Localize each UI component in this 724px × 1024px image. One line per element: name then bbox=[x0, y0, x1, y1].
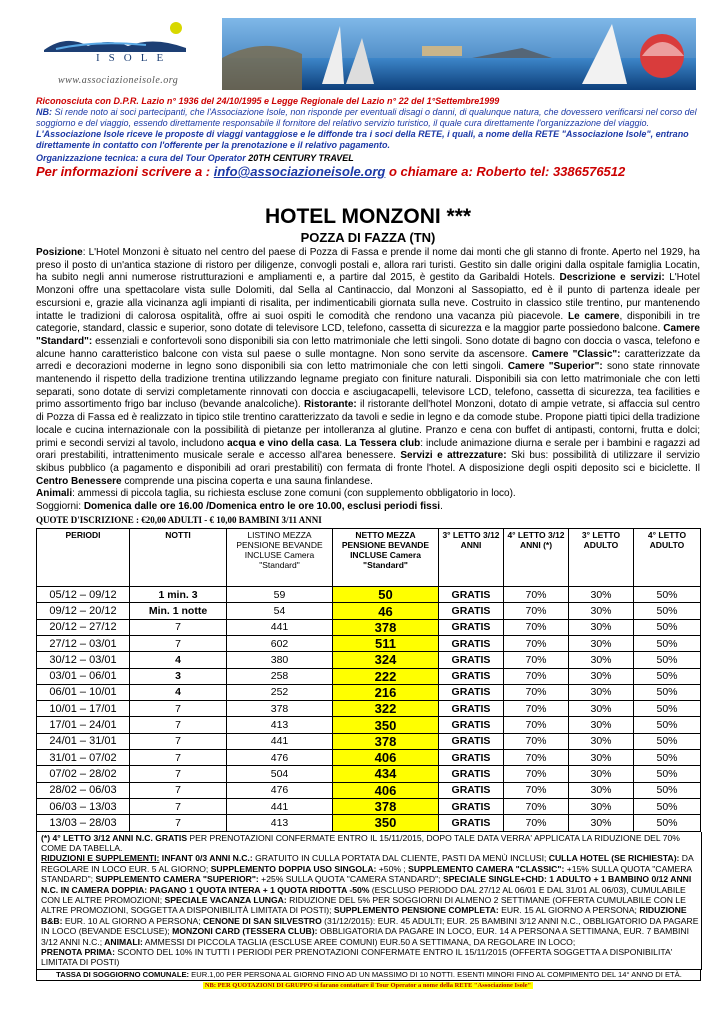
notti-cell: 3 bbox=[130, 668, 227, 684]
letto3-adulto-cell: 30% bbox=[569, 701, 634, 717]
supplemento-classic-label: SUPPLEMENTO CAMERA "CLASSIC": bbox=[405, 863, 565, 874]
table-row bbox=[37, 684, 701, 700]
tassa-soggiorno bbox=[36, 970, 701, 981]
pensione-completa-label: SUPPLEMENTO PENSIONE COMPLETA: bbox=[331, 905, 499, 916]
header-3-letto-adulto: 3° LETTO ADULTO bbox=[569, 529, 634, 587]
letto4-bambini-cell: 70% bbox=[504, 635, 569, 651]
contact-line bbox=[36, 164, 700, 179]
culla-text: DA REGOLARE IN LOCO EUR. 5 AL GIORNO; bbox=[41, 853, 694, 874]
tessera-text: : include animazione diurna e serale per i bambini e ragazzi ad orari prestabiliti, intrattenimento musicale serale e accesso all'area benessere. bbox=[36, 437, 700, 462]
banner-photo-strip bbox=[222, 18, 696, 90]
netto-cell: 50 bbox=[333, 587, 439, 603]
table-row bbox=[37, 603, 701, 619]
letto4-adulto-cell: 50% bbox=[634, 798, 701, 814]
page bbox=[36, 16, 700, 989]
listino-cell: 413 bbox=[227, 815, 333, 831]
attrezzature-text: Ski bus: possibilità di utilizzare il servizio skibus pubblico (a pagamento e disponibili ad orari prestabiliti) con fermata di fronte l'hotel. A disposizione degli ospiti deposito sci e biciclette. Il bbox=[36, 450, 700, 474]
infant-text: GRATUITO IN CULLA PORTATA DAL CLIENTE, PASTI DA MENÙ INCLUSI; bbox=[252, 853, 547, 864]
letto4-bambini-cell: 70% bbox=[504, 684, 569, 700]
pensione-completa-text: EUR. 15 AL GIORNO A PERSONA; bbox=[498, 905, 637, 916]
footnote-text: NB: PER QUOTAZIONI DI GRUPPO si farano contattare il Tour Operator a nome della RETE "Associazione Isole" bbox=[204, 981, 532, 989]
soggiorni-line bbox=[36, 501, 700, 513]
periodo-cell: 20/12 – 27/12 bbox=[37, 619, 130, 635]
letto4-adulto-cell: 50% bbox=[634, 587, 701, 603]
letto4-adulto-cell: 50% bbox=[634, 766, 701, 782]
classic-label: Camere "Classic": bbox=[531, 348, 621, 360]
letto3-bambini-cell: GRATIS bbox=[439, 798, 504, 814]
listino-cell: 380 bbox=[227, 652, 333, 668]
riduzioni-label: RIDUZIONI E SUPPLEMENTI: bbox=[41, 853, 160, 864]
letto3-adulto-cell: 30% bbox=[569, 717, 634, 733]
periodo-cell: 31/01 – 07/02 bbox=[37, 750, 130, 766]
tessera-label: La Tessera club bbox=[344, 437, 421, 449]
letto4-adulto-cell: 50% bbox=[634, 668, 701, 684]
letto4-bambini-cell: 70% bbox=[504, 717, 569, 733]
letto4-bambini-cell: 70% bbox=[504, 652, 569, 668]
disclaimer-nb-label: NB: bbox=[36, 107, 52, 117]
netto-cell: 216 bbox=[333, 684, 439, 700]
header-listino: LISTINO MEZZA PENSIONE BEVANDE INCLUSE Camera "Standard" bbox=[227, 529, 333, 587]
table-row bbox=[37, 652, 701, 668]
notti-cell: 4 bbox=[130, 684, 227, 700]
header-4-letto-adulto: 4° LETTO ADULTO bbox=[634, 529, 701, 587]
periodo-cell: 06/01 – 10/01 bbox=[37, 684, 130, 700]
notti-cell: 7 bbox=[130, 619, 227, 635]
monzoni-card-label: MONZONI CARD (TESSERA CLUB): bbox=[169, 926, 318, 937]
netto-cell: 406 bbox=[333, 750, 439, 766]
letto4-adulto-cell: 50% bbox=[634, 733, 701, 749]
note-riduzioni bbox=[41, 853, 699, 947]
periodo-cell: 10/01 – 17/01 bbox=[37, 701, 130, 717]
letto4-adulto-cell: 50% bbox=[634, 815, 701, 831]
netto-cell: 434 bbox=[333, 766, 439, 782]
periodo-cell: 13/03 – 28/03 bbox=[37, 815, 130, 831]
netto-cell: 324 bbox=[333, 652, 439, 668]
classic-text: caratterizzate da arredi e decorazioni moderne in legno sono disponibili sia con letto matrimoniale che con letti singoli. bbox=[36, 348, 701, 373]
letto3-adulto-cell: 30% bbox=[569, 766, 634, 782]
netto-cell: 46 bbox=[333, 603, 439, 619]
note-4-letto-text: PER PRENOTAZIONI CONFERMATE ENTRO IL 15/11/2015, DOPO TALE DATA VERRA' APPLICATA LA RIDUZIONE DEL 70% COME DA TABELLA. bbox=[41, 832, 680, 853]
organization-line bbox=[36, 153, 700, 163]
table-row bbox=[37, 587, 701, 603]
notti-cell: 7 bbox=[130, 766, 227, 782]
letto3-adulto-cell: 30% bbox=[569, 798, 634, 814]
animali-text: : ammessi di piccola taglia, su richiesta escluse zone comuni (con supplemento obbligatorio in loco). bbox=[72, 488, 516, 500]
contact-email-link[interactable]: info@associazioneisole.org bbox=[213, 164, 386, 179]
listino-cell: 504 bbox=[227, 766, 333, 782]
table-row bbox=[37, 733, 701, 749]
posizione-label: Posizione bbox=[36, 247, 83, 258]
footnote bbox=[36, 982, 700, 989]
table-row bbox=[37, 701, 701, 717]
periodo-cell: 30/12 – 03/01 bbox=[37, 652, 130, 668]
tassa-text: EUR.1,00 PER PERSONA AL GIORNO FINO AD UN MASSIMO DI 10 NOTTI. ESENTI MINORI FINO AL COMPIMENTO DEL 14° ANNO DI ETÀ. bbox=[189, 969, 682, 979]
ristorante-text: il ristorante dell'hotel Monzoni, dotato di ampie vetrate, si affaccia sul centro di Pozza di Fassa ed è realizzato in tipico stile trentino caratterizzato da tavoli e sedie in legno e da comode stube. Propone piatti tipici della tradizione locale e cucina internazionale con la possibilità di pietanze per intolleranza al glutine. Pranzo e cena con buffet di antipasti, contorni, frutta e dolci; primi e secondi servizi al tavolo, includono bbox=[36, 399, 700, 449]
notti-cell: 1 min. 3 bbox=[130, 587, 227, 603]
header-periodi: PERIODI bbox=[37, 529, 130, 587]
letto3-bambini-cell: GRATIS bbox=[439, 750, 504, 766]
letto4-bambini-cell: 70% bbox=[504, 603, 569, 619]
cenone-label: CENONE DI SAN SILVESTRO bbox=[200, 915, 322, 926]
animali-label: Animali bbox=[36, 488, 73, 500]
tassa-label: TASSA DI SOGGIORNO COMUNALE: bbox=[56, 969, 190, 979]
ristorante-label: Ristorante: bbox=[303, 399, 357, 411]
vacanza-lunga-label: SPECIALE VACANZA LUNGA: bbox=[162, 894, 287, 905]
netto-cell: 322 bbox=[333, 701, 439, 717]
notti-cell: 7 bbox=[130, 798, 227, 814]
letto4-bambini-cell: 70% bbox=[504, 798, 569, 814]
notti-cell: Min. 1 notte bbox=[130, 603, 227, 619]
listino-cell: 441 bbox=[227, 798, 333, 814]
camere-text: , disponibili in tre categorie, standard, classic e superior, sono dotate di televisore LCD, telefono, cassetta di sicurezza e la maggior parte possiedono balcone. bbox=[36, 310, 701, 335]
listino-cell: 252 bbox=[227, 684, 333, 700]
soggiorni-prefix: Soggiorni: bbox=[36, 501, 84, 513]
soggiorni-bold: Domenica dalle ore 16.00 /Domenica entro le ore 10.00, esclusi periodi fissi bbox=[83, 501, 441, 513]
netto-cell: 406 bbox=[333, 782, 439, 798]
letto4-adulto-cell: 50% bbox=[634, 684, 701, 700]
letto4-bambini-cell: 70% bbox=[504, 587, 569, 603]
table-row bbox=[37, 782, 701, 798]
listino-cell: 54 bbox=[227, 603, 333, 619]
vacanza-lunga-text: RIDUZIONE DEL 5% PER SOGGIORNI DI ALMENO 2 SETTIMANE (OFFERTA CUMULABILE CON LE ALTRE PROMOZIONI, SOGGETTA A DISPONIBILITÀ LIMITATA DI POSTI); bbox=[41, 894, 686, 916]
note-4-letto bbox=[41, 833, 699, 854]
note-prenota-prima bbox=[41, 947, 699, 968]
logo-text: ISOLE bbox=[96, 52, 173, 64]
letto3-bambini-cell: GRATIS bbox=[439, 733, 504, 749]
organization-label: Organizzazione tecnica: a cura del Tour Operator bbox=[36, 153, 249, 163]
letto3-adulto-cell: 30% bbox=[569, 603, 634, 619]
letto3-adulto-cell: 30% bbox=[569, 635, 634, 651]
notti-cell: 7 bbox=[130, 635, 227, 651]
letto4-bambini-cell: 70% bbox=[504, 668, 569, 684]
doppia-uso-singola-label: SUPPLEMENTO DOPPIA USO SINGOLA: bbox=[208, 863, 377, 874]
letto3-bambini-cell: GRATIS bbox=[439, 782, 504, 798]
banner bbox=[36, 16, 696, 92]
price-table bbox=[36, 528, 701, 831]
animali-note-text: AMMESSI DI PICCOLA TAGLIA (ESCLUSE AREE COMUNI) EUR.50 A SETTIMANA, DA REGOLARE IN LOCO; bbox=[142, 936, 576, 947]
letto3-bambini-cell: GRATIS bbox=[439, 635, 504, 651]
letto4-adulto-cell: 50% bbox=[634, 619, 701, 635]
table-row bbox=[37, 798, 701, 814]
table-row bbox=[37, 619, 701, 635]
soggiorni-end: . bbox=[440, 501, 443, 513]
netto-cell: 378 bbox=[333, 798, 439, 814]
prenota-prima-text: SCONTO DEL 10% IN TUTTI I PERIODI PER PRENOTAZIONI CONFERMATE ENTRO IL 15/11/2015 (OFFERTA SOGGETTA A DISPONIBILITA' LIMITATA DI POSTI) bbox=[41, 946, 673, 968]
netto-cell: 511 bbox=[333, 635, 439, 651]
letto4-bambini-cell: 70% bbox=[504, 701, 569, 717]
periodo-cell: 27/12 – 03/01 bbox=[37, 635, 130, 651]
notes-box bbox=[36, 832, 702, 970]
periodo-cell: 17/01 – 24/01 bbox=[37, 717, 130, 733]
netto-cell: 222 bbox=[333, 668, 439, 684]
netto-cell: 350 bbox=[333, 717, 439, 733]
table-row bbox=[37, 766, 701, 782]
listino-cell: 413 bbox=[227, 717, 333, 733]
letto3-bambini-cell: GRATIS bbox=[439, 766, 504, 782]
riduzione-bb-text: EUR. 10 AL GIORNO A PERSONA; bbox=[62, 915, 201, 926]
listino-cell: 476 bbox=[227, 782, 333, 798]
superior-label: Camere "Superior": bbox=[507, 361, 603, 373]
letto3-adulto-cell: 30% bbox=[569, 619, 634, 635]
notti-cell: 7 bbox=[130, 733, 227, 749]
listino-cell: 258 bbox=[227, 668, 333, 684]
letto3-adulto-cell: 30% bbox=[569, 684, 634, 700]
header-notti: NOTTI bbox=[130, 529, 227, 587]
speciale-single-text: (ESCLUSO PERIODO DAL 27/12 AL 06/01 E DAL 31/01 AL 06/03), CUMULABILE CON LE ALTRE PROMOZIONI; bbox=[41, 884, 686, 905]
disclaimer-paragraph bbox=[36, 107, 700, 151]
notti-cell: 7 bbox=[130, 701, 227, 717]
letto4-bambini-cell: 70% bbox=[504, 782, 569, 798]
netto-cell: 378 bbox=[333, 733, 439, 749]
cenone-text: (31/12/2015): EUR. 45 ADULTI; EUR. 25 BAMBINI 3/12 ANNI N.C., OBBLIGATORIO DA PAGARE IN LOCO (BEVANDE ESCLUSE); bbox=[41, 915, 699, 937]
letto3-adulto-cell: 30% bbox=[569, 782, 634, 798]
table-row bbox=[37, 717, 701, 733]
letto3-adulto-cell: 30% bbox=[569, 668, 634, 684]
letto3-adulto-cell: 30% bbox=[569, 750, 634, 766]
servizi-label: Descrizione e servizi: bbox=[559, 272, 665, 284]
sun-icon bbox=[170, 22, 182, 34]
tessera-pre: . bbox=[339, 437, 345, 449]
listino-cell: 602 bbox=[227, 635, 333, 651]
notti-cell: 7 bbox=[130, 717, 227, 733]
supplemento-classic-text: +15% SULLA QUOTA "CAMERA STANDARD"; bbox=[41, 863, 692, 885]
periodo-cell: 28/02 – 06/03 bbox=[37, 782, 130, 798]
quote-iscrizione: QUOTE D'ISCRIZIONE : €20,00 ADULTI - € 10,00 BAMBINI 3/11 ANNI bbox=[36, 515, 322, 526]
animali-note-label: ANIMALI: bbox=[102, 936, 143, 947]
table-row bbox=[37, 815, 701, 831]
doppia-uso-singola-text: +50% ; bbox=[376, 863, 406, 874]
periodo-cell: 03/01 – 06/01 bbox=[37, 668, 130, 684]
attrezzature-label: Servizi e attrezzature: bbox=[400, 450, 507, 462]
website-text: www.associazioneisole.org bbox=[58, 75, 179, 86]
hotel-title: HOTEL MONZONI *** bbox=[264, 205, 472, 228]
table-row bbox=[37, 750, 701, 766]
infant-label: INFANT 0/3 ANNI N.C.: bbox=[159, 853, 253, 864]
contact-phone: Roberto tel: 3386576512 bbox=[476, 164, 626, 179]
posizione-text: : L'Hotel Monzoni è situato nel centro del paese di Pozza di Fassa e prende il nome dai monti che gli stanno di fronte. Aperto nel 1929, ha preso il posto di un'antica stazione di ristoro per diligenze, convogli postali e, allora rari turisti. Gestito sin dalle origini dalla ospitale famiglia Locatin, ha subito negli anni numerose ristrutturazioni e ampliamenti e, a partire dal 2015, è gestito da Garibaldi Hotels. bbox=[36, 247, 700, 284]
note-4-letto-bold: (*) 4° LETTO 3/12 ANNI N.C. GRATIS bbox=[41, 832, 188, 843]
acqua-label: acqua e vino della casa bbox=[227, 437, 340, 449]
letto4-adulto-cell: 50% bbox=[634, 750, 701, 766]
letto4-adulto-cell: 50% bbox=[634, 782, 701, 798]
supplemento-superior-text: +25% SULLA QUOTA "CAMERA STANDARD"; bbox=[258, 874, 441, 885]
letto3-bambini-cell: GRATIS bbox=[439, 684, 504, 700]
letto4-adulto-cell: 50% bbox=[634, 717, 701, 733]
listino-cell: 59 bbox=[227, 587, 333, 603]
letto4-bambini-cell: 70% bbox=[504, 750, 569, 766]
periodo-cell: 05/12 – 09/12 bbox=[37, 587, 130, 603]
letto3-adulto-cell: 30% bbox=[569, 733, 634, 749]
price-table-body bbox=[37, 587, 701, 831]
header-3-letto-bambini: 3° LETTO 3/12 ANNI bbox=[439, 529, 504, 587]
riduzione-bb-label: RIDUZIONE B&B: bbox=[41, 905, 687, 926]
letto4-adulto-cell: 50% bbox=[634, 652, 701, 668]
prenota-prima-label: PRENOTA PRIMA: bbox=[41, 946, 115, 957]
letto3-bambini-cell: GRATIS bbox=[439, 701, 504, 717]
notti-cell: 7 bbox=[130, 782, 227, 798]
contact-mid: o chiamare a: bbox=[385, 164, 477, 179]
listino-cell: 378 bbox=[227, 701, 333, 717]
camere-label: Le camere bbox=[567, 310, 620, 322]
letto3-adulto-cell: 30% bbox=[569, 815, 634, 831]
servizi-text: L'Hotel Monzoni offre una spettacolare vista sulle Dolomiti, dal Sella al Cantinaccio, dal Monzoni al Sassopiatto, ed è il punto di partenza ideale per escursioni e, grazie alla vicinanza agli impianti di risalita, per indimenticabili giornata sulla neve. Costruito in classico stile trentino, pur mantenendo intatte le tradizioni di calorosa ospitalità, offre ai suoi ospiti le comodità che rendono una vacanza più piacevole. bbox=[36, 272, 701, 322]
letto3-bambini-cell: GRATIS bbox=[439, 668, 504, 684]
standard-text: essenziali e confortevoli sono disponibili sia con letto matrimoniale che letti singoli. Sono dotate di bagno con doccia o vasca, telefono e alcune hanno caratteristico balcone con vista sul paese o sulle montagne. Non sono servite da ascensore. bbox=[36, 335, 700, 360]
disclaimer-text: Si rende noto ai soci partecipanti, che l'Associazione Isole, non risponde per eventuali disagi o danni, di qualunque natura, che dovessero verificarsi nel corso del soggiorno e del viaggio, essendo direttamente responsabile il fornitore del relativo servizio turistico, il quale cura direttamente l'organizzazione del viaggio. bbox=[36, 107, 697, 128]
letto4-bambini-cell: 70% bbox=[504, 619, 569, 635]
letto4-adulto-cell: 50% bbox=[634, 701, 701, 717]
letto4-bambini-cell: 70% bbox=[504, 766, 569, 782]
culla-label: CULLA HOTEL (SE RICHIESTA): bbox=[546, 853, 680, 864]
letto3-bambini-cell: GRATIS bbox=[439, 619, 504, 635]
letto3-bambini-cell: GRATIS bbox=[439, 603, 504, 619]
letto3-bambini-cell: GRATIS bbox=[439, 587, 504, 603]
hotel-location: POZZA DI FAZZA (TN) bbox=[300, 230, 436, 245]
listino-cell: 441 bbox=[227, 733, 333, 749]
contact-prefix: Per informazioni scrivere a : bbox=[36, 164, 214, 179]
benessere-text: comprende una piscina coperta e una sauna finlandese. bbox=[121, 475, 373, 487]
tour-operator-name: 20TH CENTURY TRAVEL bbox=[248, 153, 354, 163]
netto-cell: 350 bbox=[333, 815, 439, 831]
notti-cell: 4 bbox=[130, 652, 227, 668]
monzoni-card-text: OBBLIGATORIA DA PAGARE IN LOCO, EUR. 14 A PERSONA A SETTIMANA, EUR. 7 BAMBINI 3/12 ANNI N.C.; bbox=[41, 926, 690, 947]
periodo-cell: 06/03 – 13/03 bbox=[37, 798, 130, 814]
listino-cell: 441 bbox=[227, 619, 333, 635]
letto3-bambini-cell: GRATIS bbox=[439, 717, 504, 733]
letto4-adulto-cell: 50% bbox=[634, 603, 701, 619]
netto-cell: 378 bbox=[333, 619, 439, 635]
letto3-adulto-cell: 30% bbox=[569, 652, 634, 668]
table-row bbox=[37, 668, 701, 684]
association-logo bbox=[36, 16, 216, 92]
notti-cell: 7 bbox=[130, 815, 227, 831]
letto4-bambini-cell: 70% bbox=[504, 733, 569, 749]
superior-text: sono state rinnovate mantenendo il rispetto della tradizione trentina utilizzando legname pregiato con finiture naturali. Disponibili sia con letto matrimoniale che con letti separati, sono dotate di servizi completamente rinnovati con doccia e asciugacapelli, televisore LCD, telefono, cassetta di sicurezza, tea facilities e primo assortimento frigo bar incluso (bevande analcoliche). bbox=[36, 361, 700, 411]
letto3-bambini-cell: GRATIS bbox=[439, 652, 504, 668]
hotel-description bbox=[36, 247, 700, 501]
speciale-single-label: SPECIALE SINGLE+CHD: 1 ADULTO + 1 BAMBINO 0/12 ANNI N.C. IN CAMERA DOPPIA: PAGANO 1 QUOTA INTERA + 1 QUOTA RIDOTTA -50% bbox=[41, 874, 692, 895]
periodo-cell: 24/01 – 31/01 bbox=[37, 733, 130, 749]
table-row bbox=[37, 635, 701, 651]
letto3-adulto-cell: 30% bbox=[569, 587, 634, 603]
supplemento-superior-label: SUPPLEMENTO CAMERA "SUPERIOR": bbox=[93, 874, 259, 885]
header-netto: NETTO MEZZA PENSIONE BEVANDE INCLUSE Camera "Standard" bbox=[333, 529, 439, 587]
notti-cell: 7 bbox=[130, 750, 227, 766]
benessere-label: Centro Benessere bbox=[36, 475, 122, 487]
standard-label: Camere "Standard": bbox=[36, 323, 700, 347]
letto3-bambini-cell: GRATIS bbox=[439, 815, 504, 831]
periodo-cell: 09/12 – 20/12 bbox=[37, 603, 130, 619]
disclaimer-bold-text: L'Associazione Isole riceve le proposte di viaggi vantaggiose e le diffonde tra i soci della RETE, i quali, a nome della RETE "Associazione Isole", entrano direttamente in contatto con l'offerente per la prenotazione e il relativo pagamento. bbox=[36, 129, 689, 150]
periodo-cell: 07/02 – 28/02 bbox=[37, 766, 130, 782]
table-header-row bbox=[37, 529, 701, 587]
letto4-bambini-cell: 70% bbox=[504, 815, 569, 831]
header-4-letto-bambini: 4° LETTO 3/12 ANNI (*) bbox=[504, 529, 569, 587]
listino-cell: 476 bbox=[227, 750, 333, 766]
recognition-line: Riconosciuta con D.P.R. Lazio n° 1936 del 24/10/1995 e Legge Regionale del Lazio n° 22 del 1°Settembre1999 bbox=[36, 96, 500, 106]
letto4-adulto-cell: 50% bbox=[634, 635, 701, 651]
